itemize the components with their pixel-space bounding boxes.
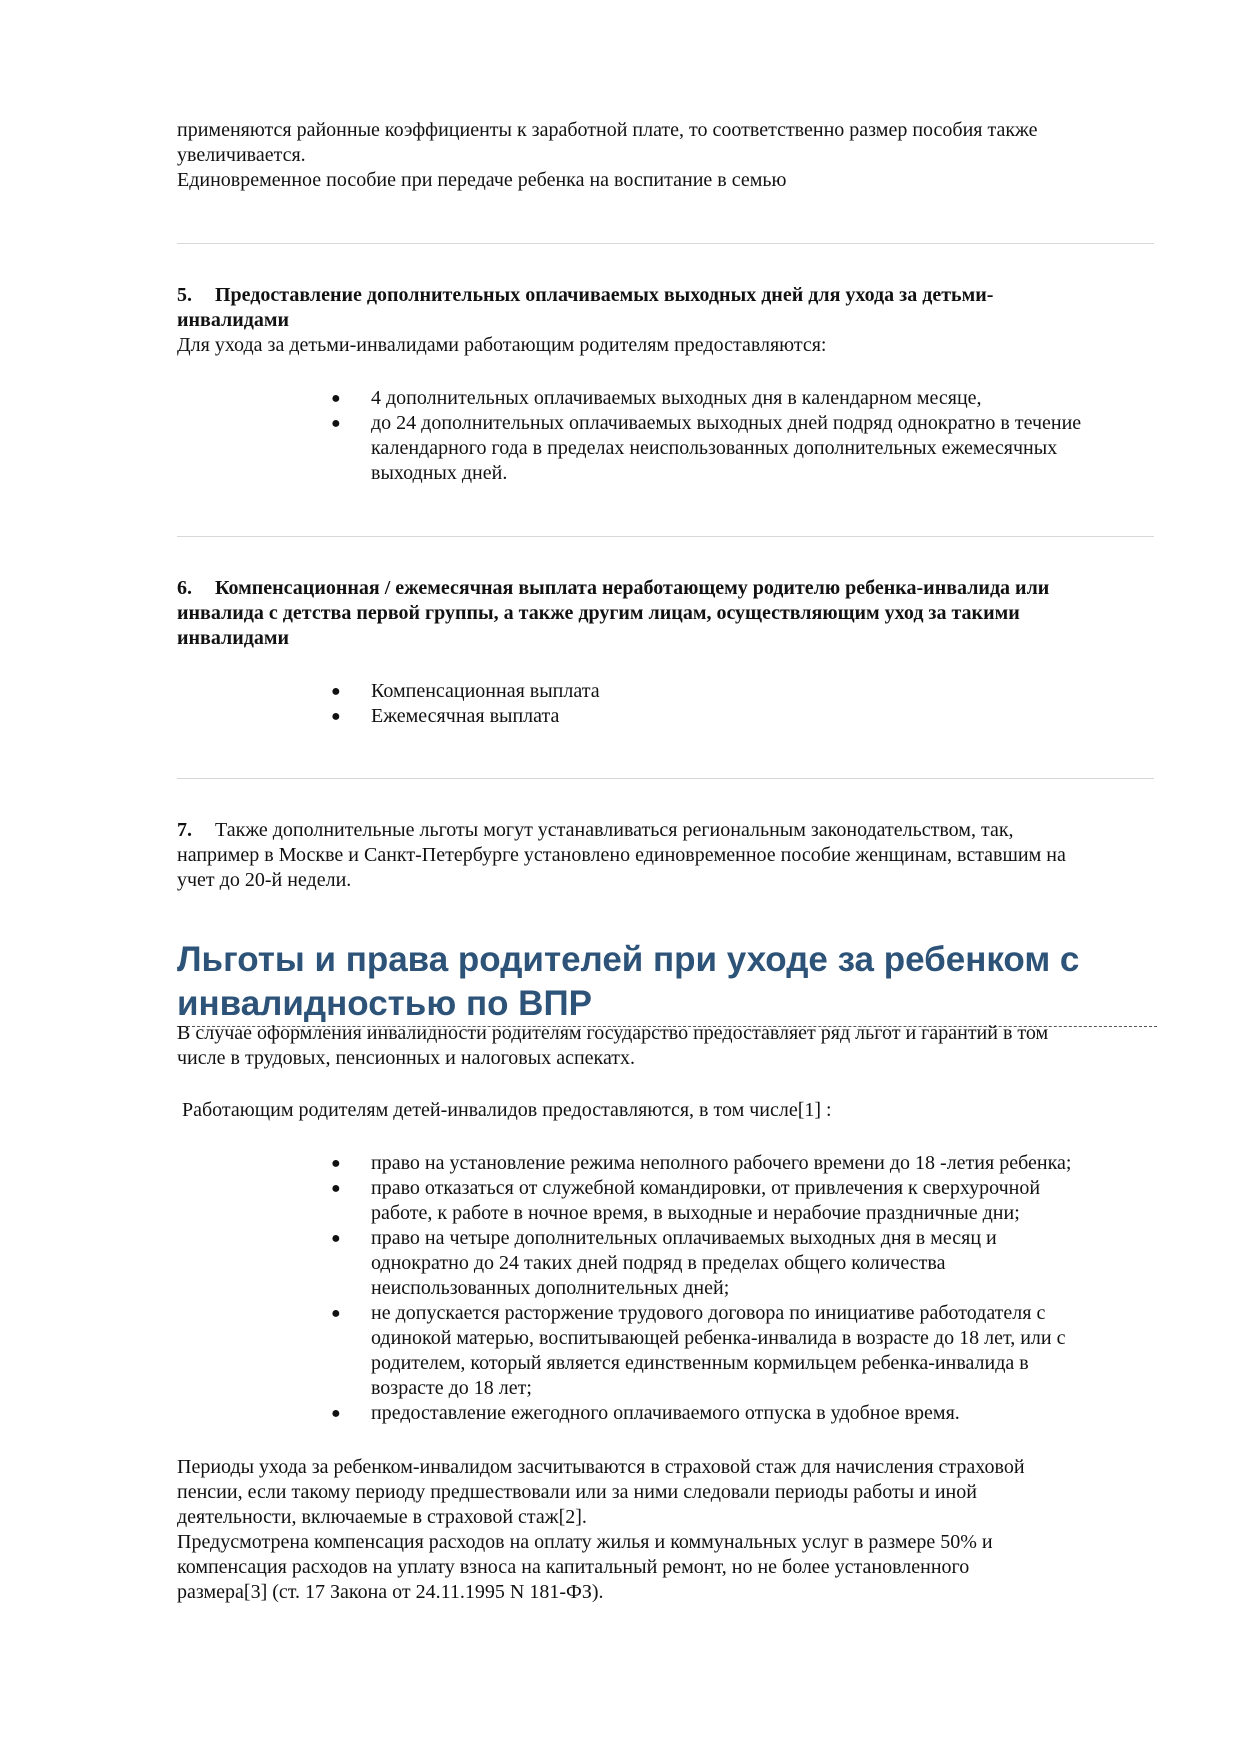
section-divider: [177, 536, 1154, 537]
section5-body: Для ухода за детьми-инвалидами работающим родителям предоставляются:: [177, 334, 827, 356]
section7-number: 7.: [177, 819, 192, 841]
rights-bullet-4-line-3: родителем, который является единственным кормильцем ребенка-инвалида в: [371, 1352, 1029, 1374]
rights-bullet-4-line-4: возрасте до 18 лет;: [371, 1377, 532, 1399]
intro-line-3: Единовременное пособие при передаче ребенка на воспитание в семью: [177, 169, 787, 191]
intro-line-2: увеличивается.: [177, 144, 306, 166]
section7-line-3: учет до 20-й недели.: [177, 869, 352, 891]
rights-bullet-5: предоставление ежегодного оплачиваемого отпуска в удобное время.: [371, 1402, 960, 1424]
section5-title-line-1: Предоставление дополнительных оплачиваемых выходных дней для ухода за детьми-: [215, 284, 994, 306]
rights-intro-line-2: числе в трудовых, пенсионных и налоговых аспекатх.: [177, 1047, 636, 1069]
bullet-dot: ●: [331, 415, 341, 432]
rights-closing-line-3: деятельности, включаемые в страховой стаж[2].: [177, 1506, 587, 1528]
rights-bullet-3-line-3: неиспользованных дополнительных дней;: [371, 1277, 730, 1299]
bullet-dot: ●: [331, 1155, 341, 1172]
section5-bullet-2-line-2: календарного года в пределах неиспользованных дополнительных ежемесячных: [371, 437, 1058, 459]
section7-line-1: [177, 818, 1014, 843]
bullet-dot: ●: [331, 1230, 341, 1247]
section6-title-line-3: инвалидами: [177, 627, 290, 649]
bullet-dot: ●: [331, 1405, 341, 1422]
rights-bullet-3-line-1: право на четыре дополнительных оплачиваемых выходных дня в месяц и: [371, 1227, 997, 1249]
section5-title: [177, 283, 993, 308]
section5-number: 5.: [177, 284, 192, 306]
section6-bullet-2: Ежемесячная выплата: [371, 705, 560, 727]
section-divider: [177, 778, 1154, 779]
rights-closing-line-2: пенсии, если такому периоду предшествовали или за ними следовали периоды работы и иной: [177, 1481, 977, 1503]
bullet-dot: ●: [331, 1180, 341, 1197]
section5-bullet-2-line-1: до 24 дополнительных оплачиваемых выходных дней подряд однократно в течение: [371, 412, 1082, 434]
section-divider: [177, 243, 1154, 244]
rights-lead: Работающим родителям детей-инвалидов предоставляются, в том числе[1] :: [177, 1099, 832, 1121]
section5-bullet-2-line-3: выходных дней.: [371, 462, 508, 484]
rights-bullet-1: право на установление режима неполного рабочего времени до 18 -летия ребенка;: [371, 1152, 1072, 1174]
rights-bullet-4-line-2: одинокой матерью, воспитывающей ребенка-инвалида в возрасте до 18 лет, или с: [371, 1327, 1066, 1349]
section7-line-2: например в Москве и Санкт-Петербурге установлено единовременное пособие женщинам, вставшим на: [177, 844, 1066, 866]
bullet-dot: ●: [331, 1305, 341, 1322]
rights-bullet-4-line-1: не допускается расторжение трудового договора по инициативе работодателя с: [371, 1302, 1046, 1324]
rights-intro-line-1: В случае оформления инвалидности родителям государство предоставляет ряд льгот и гарантий в том: [177, 1022, 1049, 1044]
rights-bullet-3-line-2: однократно до 24 таких дней подряд в пределах общего количества: [371, 1252, 946, 1274]
heading-line-1: Льготы и права родителей при уходе за ребенком с: [177, 940, 1080, 979]
rights-closing-line-6: размера[3] (ст. 17 Закона от 24.11.1995 N 181-ФЗ).: [177, 1581, 604, 1603]
rights-closing-line-4: Предусмотрена компенсация расходов на оплату жилья и коммунальных услуг в размере 50% и: [177, 1531, 993, 1553]
intro-line-1: применяются районные коэффициенты к заработной плате, то соответственно размер пособия также: [177, 119, 1038, 141]
bullet-dot: ●: [331, 390, 341, 407]
section7-text-1: Также дополнительные льготы могут устанавливаться региональным законодательством, так,: [215, 819, 1014, 841]
bullet-dot: ●: [331, 708, 341, 725]
rights-closing-line-1: Периоды ухода за ребенком-инвалидом засчитываются в страховой стаж для начисления страховой: [177, 1456, 1025, 1478]
section6-number: 6.: [177, 577, 192, 599]
section5-title-line-2: инвалидами: [177, 309, 290, 331]
bullet-dot: ●: [331, 683, 341, 700]
rights-bullet-2-line-2: работе, к работе в ночное время, в выходные и нерабочие праздничные дни;: [371, 1202, 1020, 1224]
section6-title-line-1: Компенсационная / ежемесячная выплата неработающему родителю ребенка-инвалида или: [215, 577, 1050, 599]
heading-line-2: инвалидностью по ВПР: [177, 984, 592, 1023]
section6-title: [177, 576, 1049, 601]
rights-bullet-2-line-1: право отказаться от служебной командировки, от привлечения к сверхурочной: [371, 1177, 1041, 1199]
section5-bullet-1: 4 дополнительных оплачиваемых выходных дня в календарном месяце,: [371, 387, 982, 409]
rights-closing-line-5: компенсация расходов на уплату взноса на капитальный ремонт, но не более установленного: [177, 1556, 970, 1578]
section6-title-line-2: инвалида с детства первой группы, а также другим лицам, осуществляющим уход за такими: [177, 602, 1020, 624]
section6-bullet-1: Компенсационная выплата: [371, 680, 600, 702]
